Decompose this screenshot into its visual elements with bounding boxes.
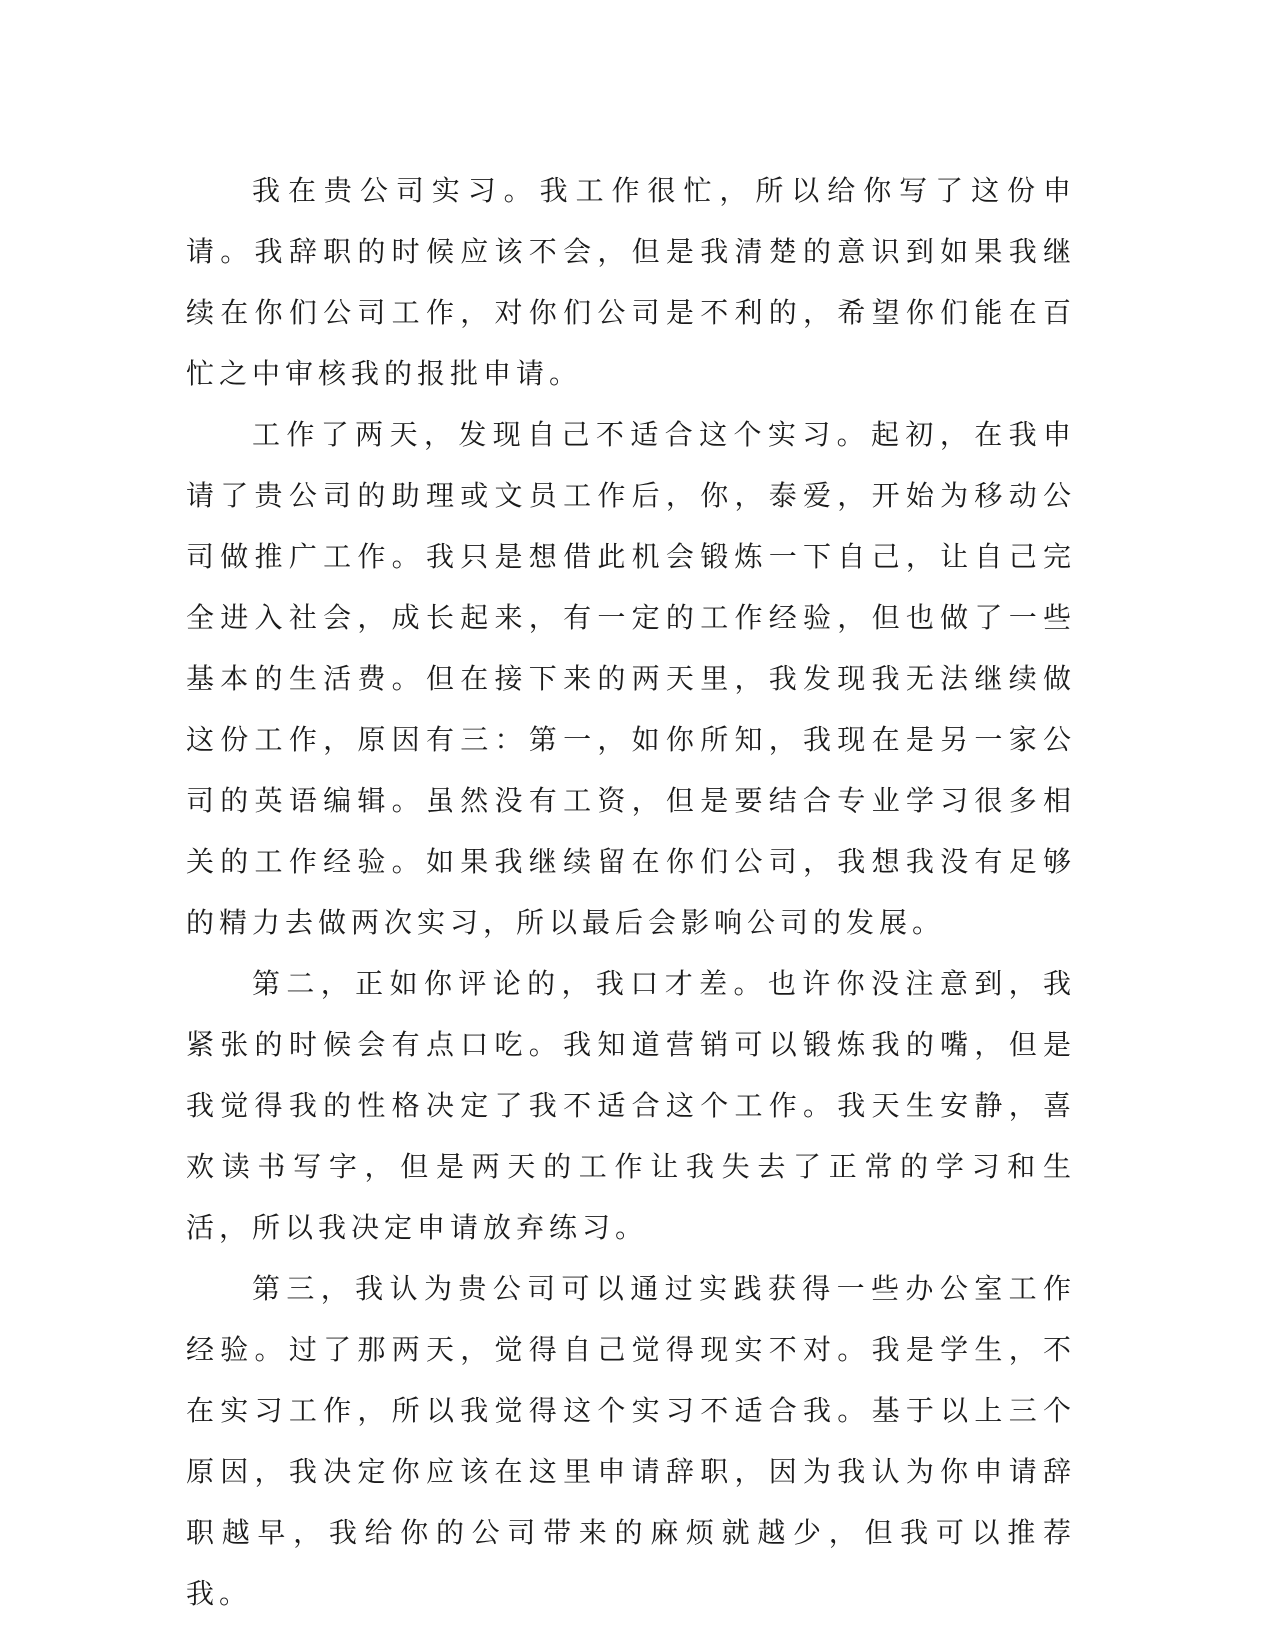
paragraph-4: 第三，我认为贵公司可以通过实践获得一些办公室工作经验。过了那两天，觉得自己觉得现实不对。我是学生，不在实习工作，所以我觉得这个实习不适合我。基于以上三个原因，我决定你应该在这里申请辞职，因为我认为你申请辞职越早，我给你的公司带来的麻烦就越少，但我可以推荐我。 [186, 1272, 1076, 1610]
paragraph-3: 第二，正如你评论的，我口才差。也许你没注意到，我紧张的时候会有点口吃。我知道营销可以锻炼我的嘴，但是我觉得我的性格决定了我不适合这个工作。我天生安静，喜欢读书写字，但是两天的工作让我失去了正常的学习和生活，所以我决定申请放弃练习。 [186, 967, 1076, 1244]
document-body [186, 160, 1076, 1624]
paragraph-1: 我在贵公司实习。我工作很忙，所以给你写了这份申请。我辞职的时候应该不会，但是我清楚的意识到如果我继续在你们公司工作，对你们公司是不利的，希望你们能在百忙之中审核我的报批申请。 [186, 174, 1076, 390]
paragraph-2: 工作了两天，发现自己不适合这个实习。起初，在我申请了贵公司的助理或文员工作后，你，泰爱，开始为移动公司做推广工作。我只是想借此机会锻炼一下自己，让自己完全进入社会，成长起来，有一定的工作经验，但也做了一些基本的生活费。但在接下来的两天里，我发现我无法继续做这份工作，原因有三：第一，如你所知，我现在是另一家公司的英语编辑。虽然没有工资，但是要结合专业学习很多相关的工作经验。如果我继续留在你们公司，我想我没有足够的精力去做两次实习，所以最后会影响公司的发展。 [186, 418, 1076, 939]
